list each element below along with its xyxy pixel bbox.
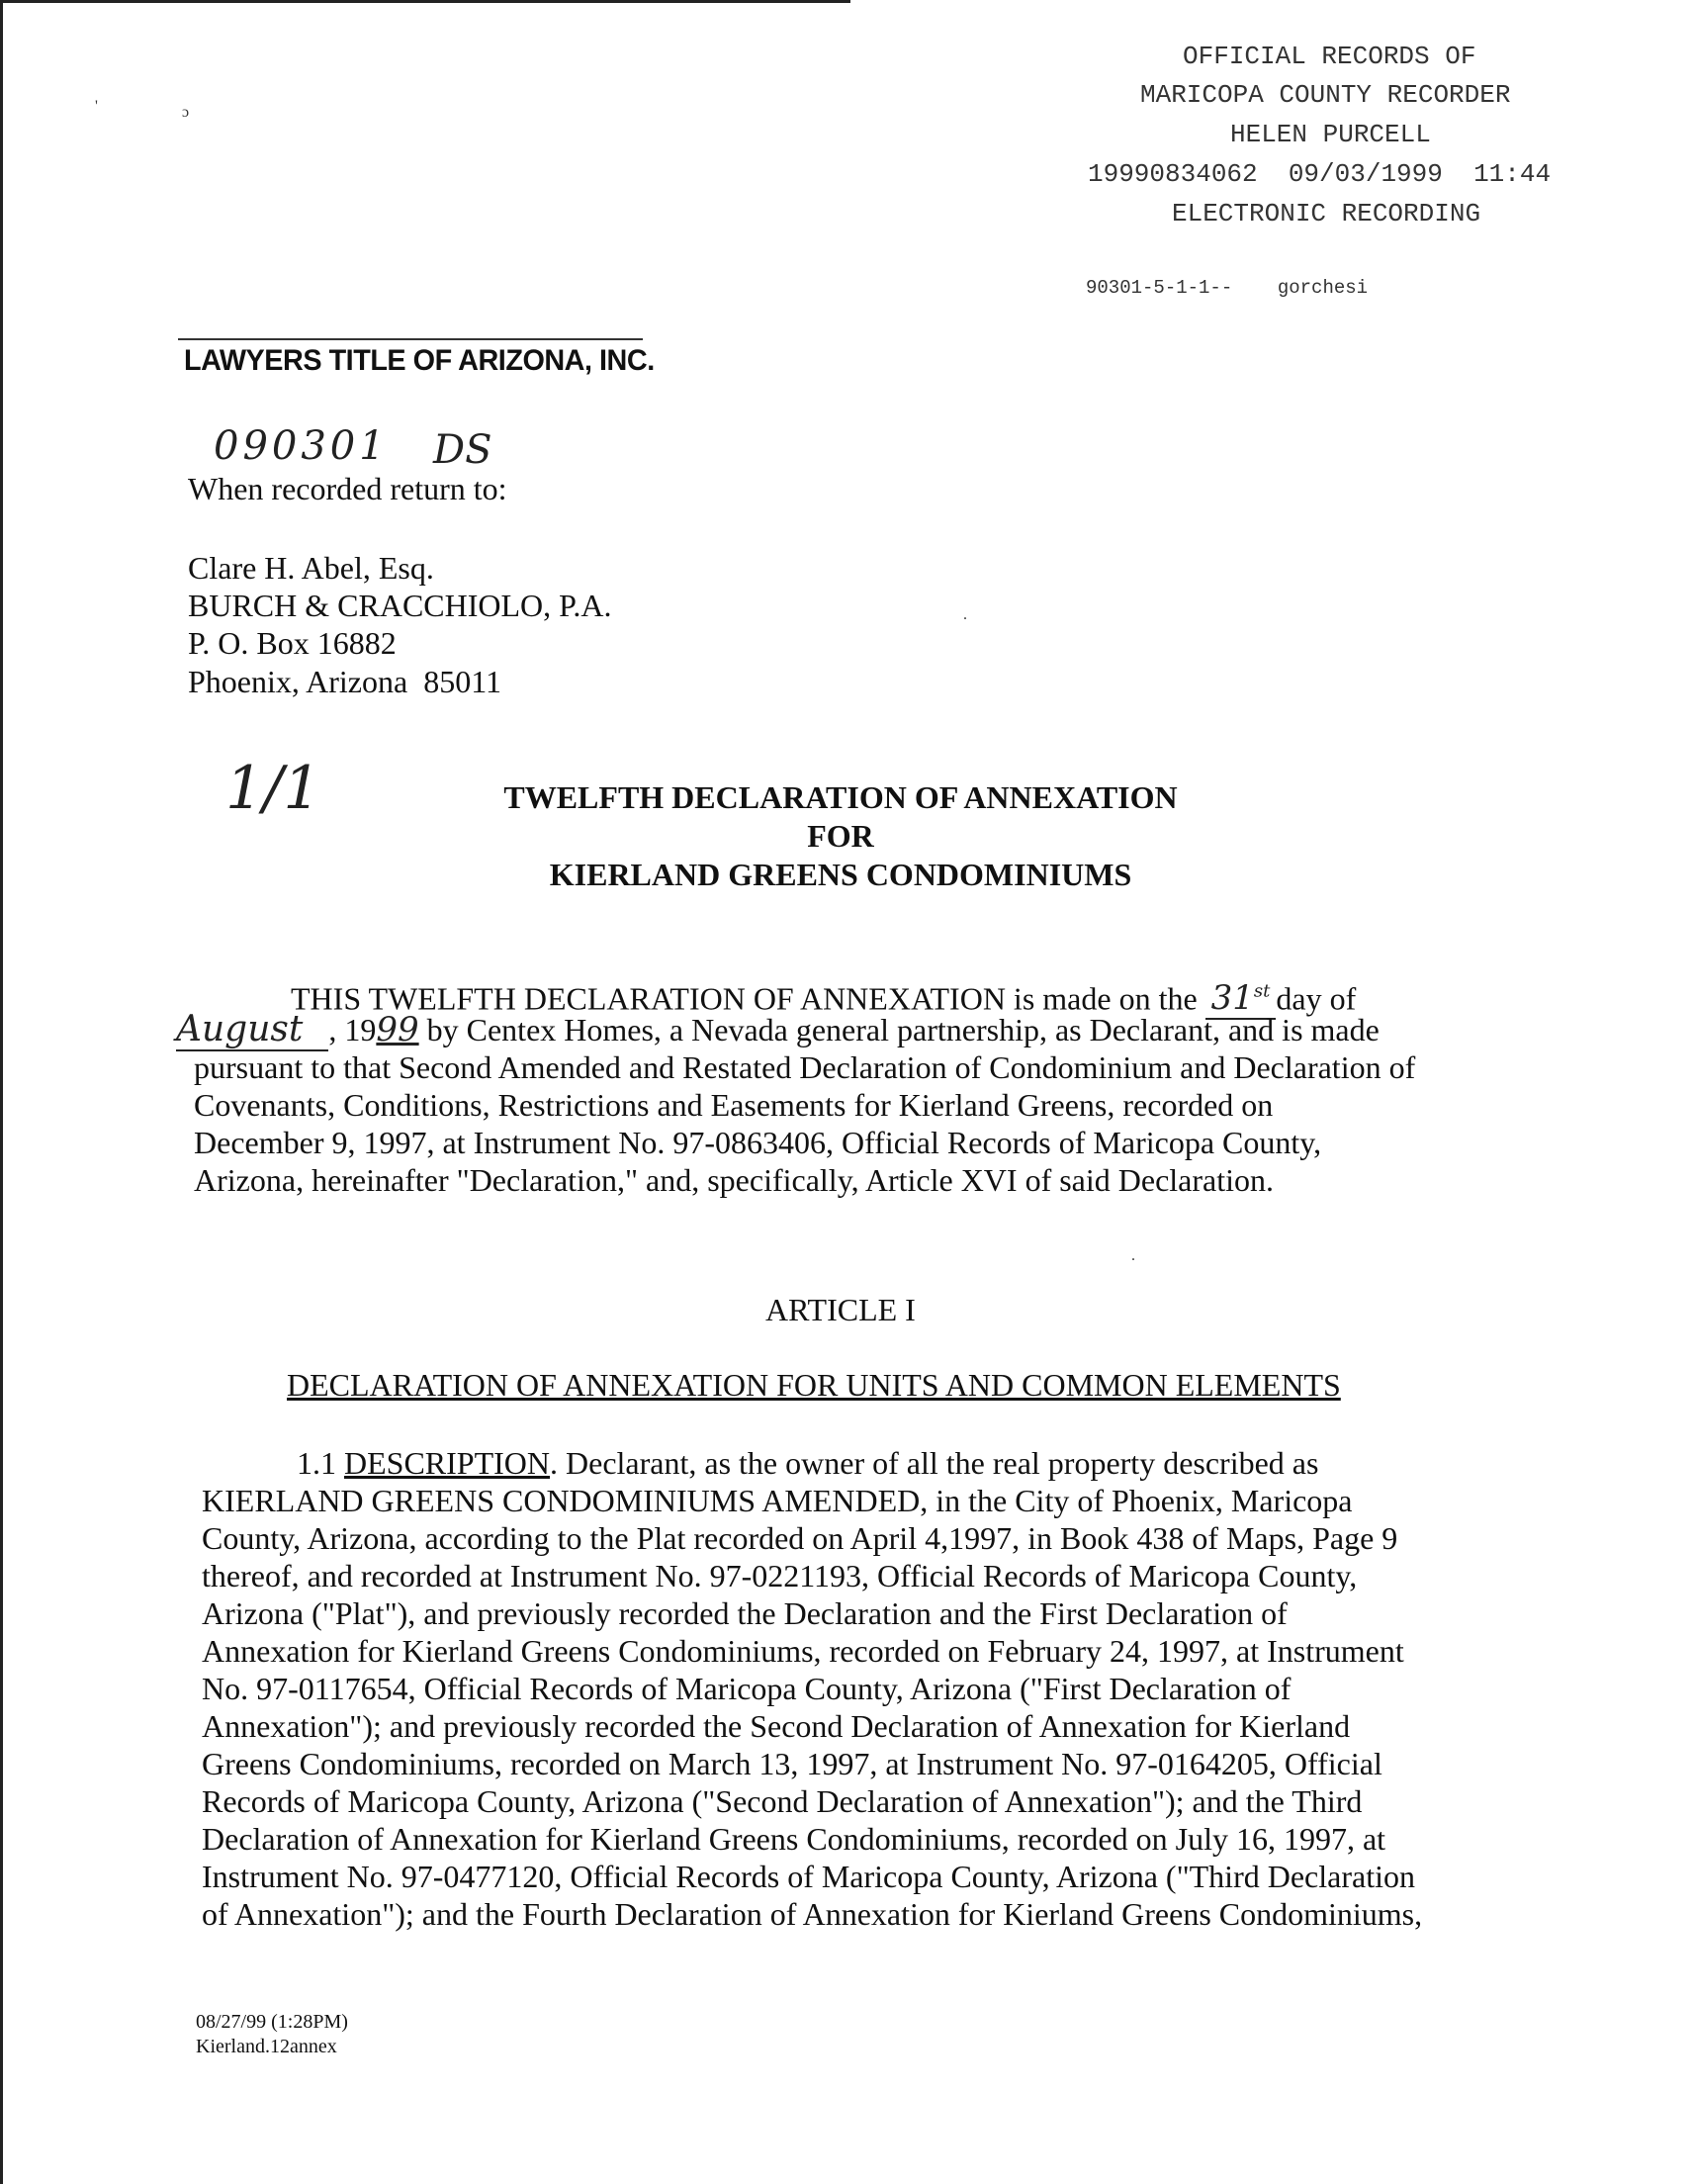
section-1-1-paragraph xyxy=(202,1444,1422,1933)
intro-text: day of xyxy=(1276,980,1357,1017)
scan-speck: ɔ xyxy=(182,104,190,121)
intro-text: by Centex Homes, a Nevada general partnership, as Declarant, and is made xyxy=(418,1012,1380,1047)
title-company-stamp: LAWYERS TITLE OF ARIZONA, INC. xyxy=(184,344,655,377)
section-line: County, Arizona, according to the Plat recorded on April 4,1997, in Book 438 of Maps, Page 9 xyxy=(202,1520,1398,1556)
intro-paragraph xyxy=(176,973,1416,1199)
section-line: of Annexation"); and the Fourth Declaration of Annexation for Kierland Greens Condominiums, xyxy=(202,1896,1423,1932)
intro-line: pursuant to that Second Amended and Restated Declaration of Condominium and Declaration of xyxy=(194,1049,1416,1085)
document-title-line: KIERLAND GREENS CONDOMINIUMS xyxy=(549,857,1132,892)
handwritten-page-mark: 1/1 xyxy=(225,754,321,823)
intro-text: THIS TWELFTH DECLARATION OF ANNEXATION is made on the xyxy=(291,980,1198,1017)
handwritten-file-number: 090301 xyxy=(214,423,389,469)
scan-speck: ' xyxy=(95,98,98,115)
return-to-line: BURCH & CRACCHIOLO, P.A. xyxy=(188,588,612,623)
document-title-line: TWELFTH DECLARATION OF ANNEXATION xyxy=(503,779,1178,815)
section-line: Greens Condominiums, recorded on March 13, 1997, at Instrument No. 97-0164205, Official xyxy=(202,1746,1382,1781)
handwritten-initials: DS xyxy=(433,427,492,473)
section-line: Arizona ("Plat"), and previously recorded the Declaration and the First Declaration of xyxy=(202,1595,1288,1631)
handwritten-day-suffix: st xyxy=(1253,981,1271,1002)
intro-line: Covenants, Conditions, Restrictions and Easements for Kierland Greens, recorded on xyxy=(194,1087,1274,1123)
return-to-line: Clare H. Abel, Esq. xyxy=(188,550,434,586)
scan-edge-top xyxy=(0,0,850,3)
section-line: thereof, and recorded at Instrument No. 97-0221193, Official Records of Maricopa County, xyxy=(202,1558,1358,1593)
intro-text: , 19 xyxy=(328,1012,377,1047)
recording-stamp-line: HELEN PURCELL xyxy=(1230,120,1431,149)
article-subheading: DECLARATION OF ANNEXATION FOR UNITS AND COMMON ELEMENTS xyxy=(287,1367,1341,1403)
scan-speck: . xyxy=(963,606,967,623)
intro-line: Arizona, hereinafter "Declaration," and, specifically, Article XVI of said Declaration. xyxy=(194,1162,1275,1198)
section-line: Declaration of Annexation for Kierland Greens Condominiums, recorded on July 16, 1997, at xyxy=(202,1821,1386,1857)
handwritten-year: 99 xyxy=(376,1010,419,1049)
section-line: No. 97-0117654, Official Records of Maricopa County, Arizona ("First Declaration of xyxy=(202,1671,1292,1706)
handwritten-month: August xyxy=(176,1009,328,1051)
section-line: KIERLAND GREENS CONDOMINIUMS AMENDED, in the City of Phoenix, Maricopa xyxy=(202,1483,1353,1518)
recording-stamp-line: MARICOPA COUNTY RECORDER xyxy=(1140,80,1511,110)
section-text: . Declarant, as the owner of all the real property described as xyxy=(550,1445,1319,1481)
scan-edge-left xyxy=(0,0,3,2184)
return-to-label: When recorded return to: xyxy=(188,471,507,506)
recording-stamp-line: ELECTRONIC RECORDING xyxy=(1172,199,1481,228)
recording-stamp-line: OFFICIAL RECORDS OF xyxy=(1183,42,1476,71)
document-title-line: FOR xyxy=(807,818,874,854)
section-number: 1.1 xyxy=(297,1445,336,1481)
footer-filename: Kierland.12annex xyxy=(196,2036,337,2057)
return-to-line: Phoenix, Arizona 85011 xyxy=(188,664,501,699)
article-heading: ARTICLE I xyxy=(765,1292,916,1327)
section-line: Annexation for Kierland Greens Condominiums, recorded on February 24, 1997, at Instrument xyxy=(202,1633,1404,1669)
section-line: Annexation"); and previously recorded the Second Declaration of Annexation for Kierland xyxy=(202,1708,1351,1744)
intro-line-1 xyxy=(194,973,1415,1019)
intro-line: December 9, 1997, at Instrument No. 97-0863406, Official Records of Maricopa County, xyxy=(194,1125,1322,1160)
section-1-1-line-1 xyxy=(202,1444,1422,1482)
handwritten-day-number: 31 xyxy=(1210,978,1254,1019)
recording-stamp-line: 19990834062 09/03/1999 11:44 xyxy=(1088,159,1552,189)
footer-timestamp: 08/27/99 (1:28PM) xyxy=(196,2011,348,2033)
section-line: Records of Maricopa County, Arizona ("Second Declaration of Annexation"); and the Third xyxy=(202,1783,1363,1819)
section-line: Instrument No. 97-0477120, Official Records of Maricopa County, Arizona ("Third Declaration xyxy=(202,1859,1415,1894)
stamp-rule xyxy=(178,338,643,340)
return-to-line: P. O. Box 16882 xyxy=(188,625,397,661)
section-label: DESCRIPTION xyxy=(344,1445,551,1481)
recording-stamp-id: 90301-5-1-1-- gorchesi xyxy=(1086,277,1369,299)
intro-line-2 xyxy=(176,1011,1415,1048)
scan-speck: . xyxy=(1131,1247,1135,1264)
